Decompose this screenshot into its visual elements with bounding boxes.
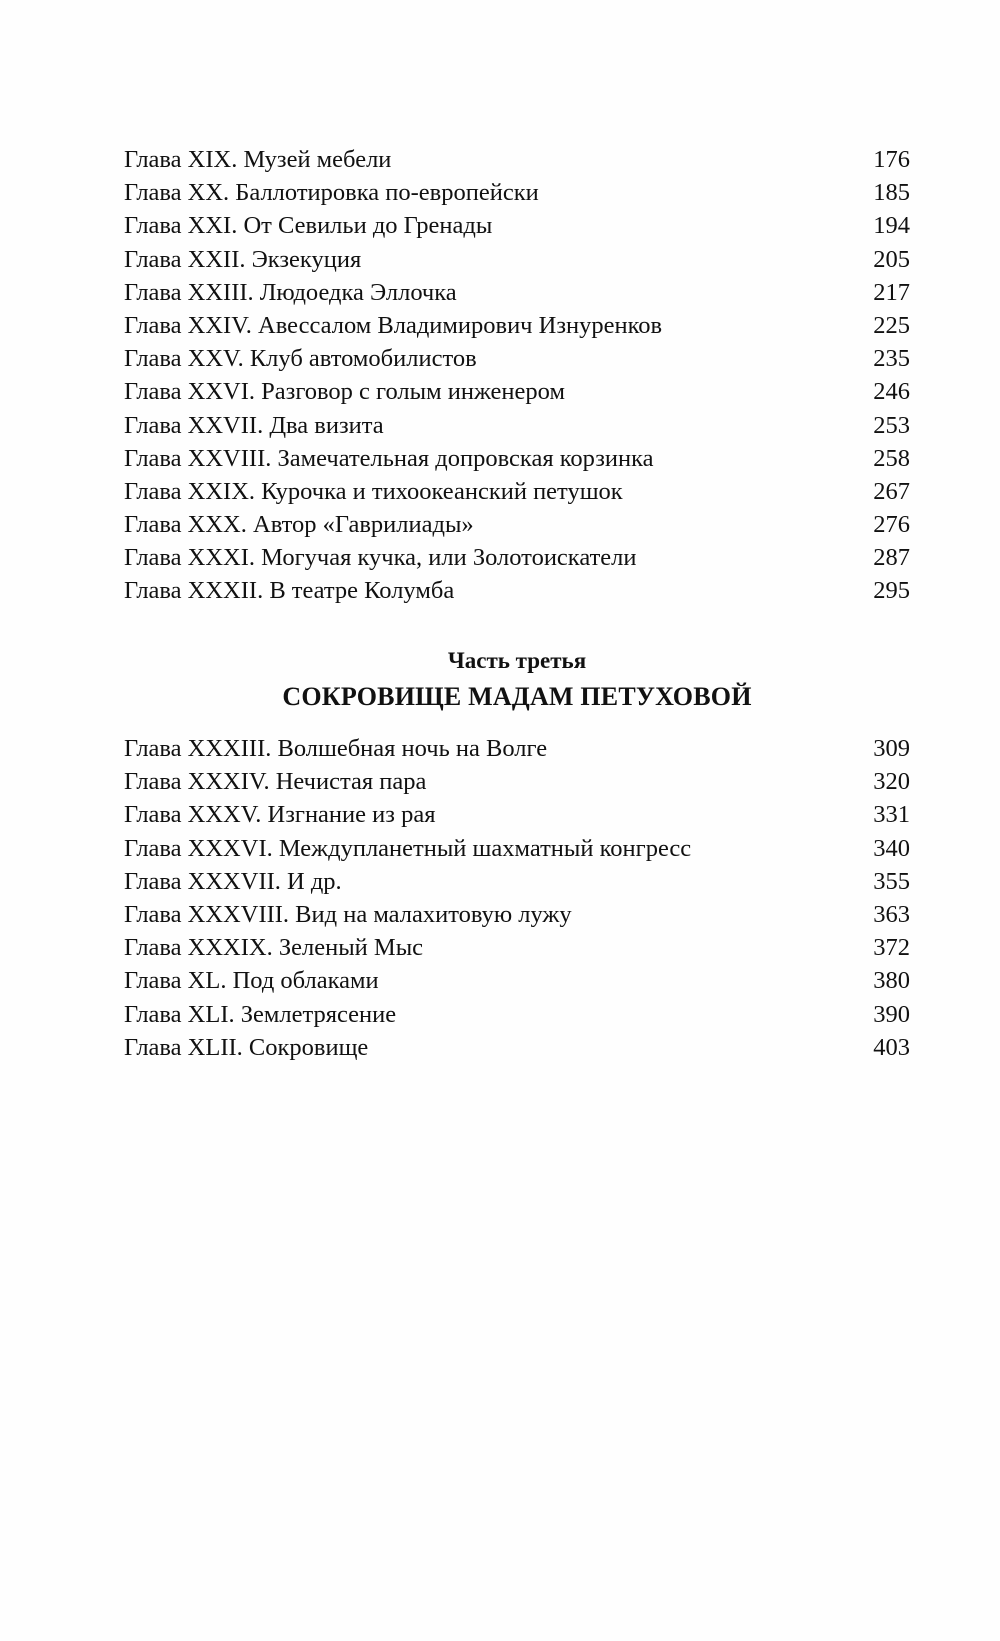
chapter-title: Глава XXVI. Разговор с голым инженером bbox=[124, 378, 565, 406]
dot-leader bbox=[460, 597, 867, 598]
page-number: 320 bbox=[873, 768, 910, 796]
chapter-title: Глава XX. Баллотировка по-европейски bbox=[124, 179, 539, 207]
page-number: 390 bbox=[873, 1000, 910, 1028]
page-number: 235 bbox=[873, 345, 910, 373]
page-number: 372 bbox=[873, 934, 910, 962]
toc-entry bbox=[124, 998, 910, 1031]
page-number: 246 bbox=[873, 378, 910, 406]
chapter-title: Глава XXX. Автор «Гаврилиады» bbox=[124, 511, 474, 539]
toc-entry bbox=[124, 276, 910, 309]
toc-entry bbox=[124, 342, 910, 375]
chapter-title: Глава XXIV. Авессалом Владимирович Изнуренков bbox=[124, 311, 663, 339]
chapter-title: Глава XXI. От Севильи до Гренады bbox=[124, 212, 493, 240]
page-number: 295 bbox=[873, 577, 910, 605]
toc-entry bbox=[124, 409, 910, 442]
page-number: 287 bbox=[873, 544, 910, 572]
toc-entry bbox=[124, 375, 910, 408]
dot-leader bbox=[571, 398, 867, 399]
dot-leader bbox=[374, 1054, 867, 1055]
dot-leader bbox=[348, 888, 868, 889]
chapter-title: Глава XXXV. Изгнание из рая bbox=[124, 801, 436, 829]
page-number: 363 bbox=[873, 900, 910, 928]
dot-leader bbox=[483, 365, 868, 366]
part-label: Часть третья bbox=[447, 648, 587, 673]
toc-entry bbox=[124, 143, 910, 176]
dot-leader bbox=[578, 921, 868, 922]
toc-entry bbox=[124, 176, 910, 209]
dot-leader bbox=[660, 465, 868, 466]
toc-entry bbox=[124, 931, 910, 964]
toc-entry bbox=[124, 898, 910, 931]
toc-entry bbox=[124, 442, 910, 475]
chapter-title: Глава XXXVI. Междупланетный шахматный конгресс bbox=[124, 834, 692, 862]
table-of-contents-part-three bbox=[124, 732, 910, 1064]
dot-leader bbox=[629, 498, 868, 499]
chapter-title: Глава XXXI. Могучая кучка, или Золотоискатели bbox=[124, 544, 637, 572]
toc-entry bbox=[124, 964, 910, 997]
chapter-title: Глава XXVII. Два визита bbox=[124, 411, 384, 439]
chapter-title: Глава XXV. Клуб автомобилистов bbox=[124, 345, 477, 373]
toc-entry bbox=[124, 832, 910, 865]
page-number: 340 bbox=[873, 834, 910, 862]
chapter-title: Глава XXVIII. Замечательная допровская корзинка bbox=[124, 444, 654, 472]
page-number: 225 bbox=[873, 311, 910, 339]
toc-entry bbox=[124, 574, 910, 607]
toc-entry bbox=[124, 309, 910, 342]
toc-entry bbox=[124, 732, 910, 765]
page-number: 176 bbox=[873, 146, 910, 173]
dot-leader bbox=[498, 232, 867, 233]
chapter-title: Глава XXXIV. Нечистая пара bbox=[124, 768, 427, 796]
chapter-title: Глава XXXIX. Зеленый Мыс bbox=[124, 934, 424, 962]
chapter-title: Глава XIX. Музей мебели bbox=[124, 146, 392, 173]
page-number: 355 bbox=[873, 867, 910, 895]
chapter-title: Глава XLII. Сокровище bbox=[124, 1033, 369, 1061]
dot-leader bbox=[545, 199, 868, 200]
toc-entry bbox=[124, 865, 910, 898]
page-number: 309 bbox=[873, 735, 910, 762]
dot-leader bbox=[441, 821, 867, 822]
dot-leader bbox=[668, 332, 867, 333]
toc-entry bbox=[124, 209, 910, 242]
dot-leader bbox=[397, 166, 867, 167]
dot-leader bbox=[402, 1021, 867, 1022]
part-title: СОКРОВИЩЕ МАДАМ ПЕТУХОВОЙ bbox=[282, 682, 752, 711]
page-number: 380 bbox=[873, 967, 910, 995]
dot-leader bbox=[429, 954, 867, 955]
page-number: 185 bbox=[873, 179, 910, 207]
dot-leader bbox=[385, 987, 868, 988]
table-of-contents-part-two bbox=[124, 143, 910, 608]
page-number: 253 bbox=[873, 411, 910, 439]
toc-entry bbox=[124, 508, 910, 541]
toc-entry bbox=[124, 243, 910, 276]
page-number: 205 bbox=[873, 245, 910, 273]
dot-leader bbox=[432, 788, 867, 789]
toc-entry bbox=[124, 541, 910, 574]
chapter-title: Глава XXXVIII. Вид на малахитовую лужу bbox=[124, 900, 572, 928]
page-number: 217 bbox=[873, 278, 910, 306]
toc-entry bbox=[124, 475, 910, 508]
page-number: 267 bbox=[873, 477, 910, 505]
page-number: 331 bbox=[873, 801, 910, 829]
toc-entry bbox=[124, 765, 910, 798]
dot-leader bbox=[390, 432, 868, 433]
chapter-title: Глава XXIX. Курочка и тихоокеанский петушок bbox=[124, 477, 623, 505]
dot-leader bbox=[643, 564, 868, 565]
page-number: 276 bbox=[873, 511, 910, 539]
chapter-title: Глава XL. Под облаками bbox=[124, 967, 379, 995]
chapter-title: Глава XXXVII. И др. bbox=[124, 867, 342, 895]
toc-entry bbox=[124, 1031, 910, 1064]
chapter-title: Глава XXXIII. Волшебная ночь на Волге bbox=[124, 735, 548, 762]
dot-leader bbox=[463, 299, 868, 300]
dot-leader bbox=[367, 266, 867, 267]
page-number: 403 bbox=[873, 1033, 910, 1061]
chapter-title: Глава XXIII. Людоедка Эллочка bbox=[124, 278, 457, 306]
chapter-title: Глава XXXII. В театре Колумба bbox=[124, 577, 455, 605]
chapter-title: Глава XLI. Землетрясение bbox=[124, 1000, 397, 1028]
dot-leader bbox=[480, 531, 868, 532]
page-number: 258 bbox=[873, 444, 910, 472]
page-number: 194 bbox=[873, 212, 910, 240]
dot-leader bbox=[697, 855, 867, 856]
toc-entry bbox=[124, 798, 910, 831]
chapter-title: Глава XXII. Экзекуция bbox=[124, 245, 362, 273]
dot-leader bbox=[553, 755, 867, 756]
